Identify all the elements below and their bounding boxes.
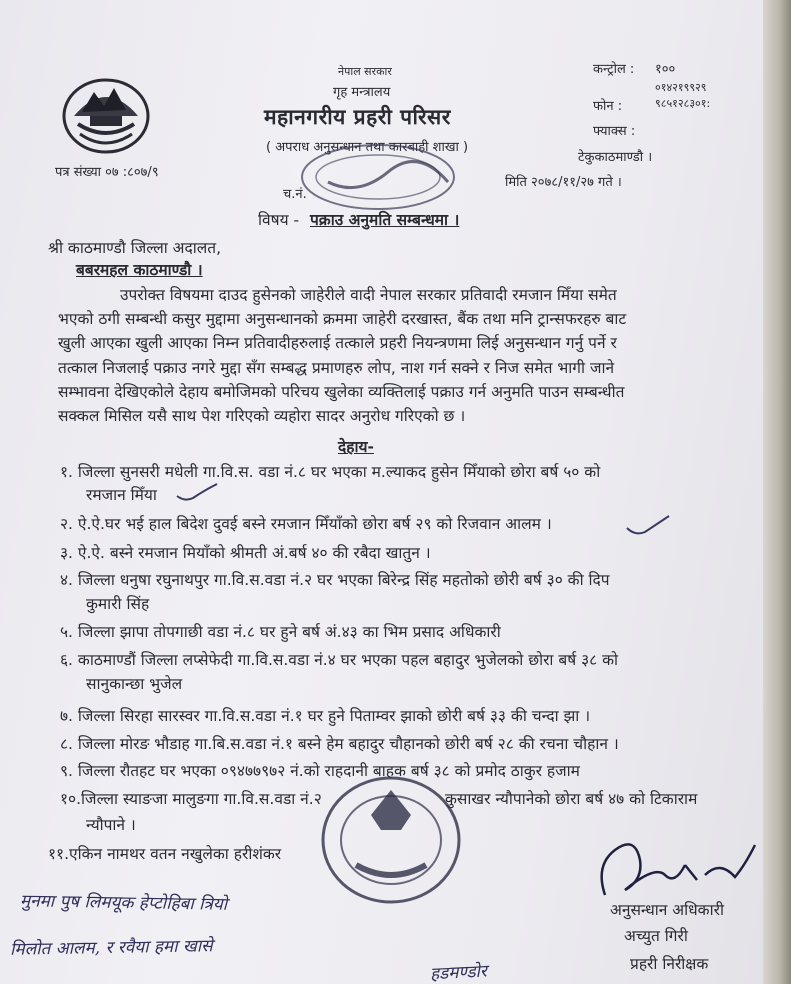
list-item: ५. जिल्ला झापा तोपगाछी वडा नं.८ घर हुने बर्ष अं.४३ का भिम प्रसाद अधिकारी: [60, 623, 501, 641]
page-edge-shadow: [763, 0, 791, 984]
handwritten-note: मिलोत आलम, र रवैया हमा खासे: [9, 936, 213, 960]
check-mark-icon: [625, 514, 670, 536]
body-line: उपरोक्त विषयमा दाउद हुसेनको जाहेरीले वादी नेपाल सरकार प्रतिवादी रमजान मिँया समेत: [120, 286, 617, 304]
list-item: १०.जिल्ला स्याङजा मालुङगा गा.वि.स.वडा नं.२: [60, 790, 322, 808]
list-item-continuation: सानुकान्छा भुजेल: [86, 675, 183, 693]
nepal-government-emblem: [60, 72, 152, 156]
list-item-continuation: रमजान मिँया: [86, 486, 157, 504]
branch-name: ( अपराध अनुसन्धान तथा कारबाही शाखा ): [266, 140, 469, 155]
list-item: ९. जिल्ला रौतहट घर भएका ०९४७७९७२ नं.को राहदानी बाहक बर्ष ३८ को प्रमोद ठाकुर हजाम: [60, 762, 580, 780]
list-item-continuation: न्यौपाने ।: [86, 816, 136, 834]
addressee-line-1: श्री काठमाण्डौ जिल्ला अदालत,: [48, 239, 222, 257]
body-line: सम्भावना देखिएकोले देहाय बमोजिमको परिचय खुलेका व्यक्तिलाई पक्राउ गर्न अनुमति पाउन सम्बन्धीत: [58, 383, 625, 401]
signatory-name: अच्युत गिरी: [624, 927, 688, 945]
phone-number-1: ०१४२१९९२९: [655, 81, 707, 94]
list-item: ४. जिल्ला धनुषा रघुनाथपुर गा.वि.स.वडा नं.२ घर भएका बिरेन्द्र सिंह महतोको छोरी बर्ष ३० की दिप: [60, 571, 610, 589]
signatory-title: अनुसन्धान अधिकारी: [610, 901, 724, 919]
list-heading: देहाय-: [338, 438, 374, 456]
list-item: १. जिल्ला सुनसरी मधेली गा.वि.स. वडा नं.८ घर भएका म.ल्याकद हुसेन मिँयाको छोरा बर्ष ५० को: [60, 463, 601, 481]
body-line: तत्काल निजलाई पक्राउ नगरे मुद्दा सँग सम्बद्ध प्रमाणहरु लोप, नाश गर्न सक्ने र निज समेत भागी जाने: [58, 359, 615, 377]
list-item: २. ऐ.ऐ.घर भई हाल बिदेश दुवई बस्ने रमजान मिँयाँको छोरा बर्ष २९ को रिजवान आलम ।: [60, 515, 552, 533]
ministry-name: गृह मन्त्रालय: [333, 85, 391, 100]
subject-label: विषय -: [258, 211, 300, 229]
list-item: ६. काठमाण्डौं जिल्ला लप्सेफेदी गा.वि.स.वडा नं.४ घर भएका पहल बहादुर भुजेलको छोरा बर्ष ३८ को: [60, 651, 619, 669]
court-stamp: [316, 770, 466, 910]
office-name: महानगरीय प्रहरी परिसर: [264, 105, 451, 129]
phone-number-2: ९८५१२८३०१:: [655, 97, 711, 110]
dispatch-label: च.नं.: [283, 187, 307, 202]
list-item: ७. जिल्ला सिरहा सारस्वर गा.वि.स.वडा नं.१ घर हुने पिताम्वर झाको छोरी बर्ष ३३ की चन्दा झा ।: [60, 707, 591, 725]
location-text: टेकुकाठमाण्डौ ।: [578, 150, 653, 165]
govt-name: नेपाल सरकार: [338, 65, 392, 78]
control-value: १००: [655, 62, 676, 77]
check-mark-icon: [175, 482, 220, 502]
letter-date: मिति २०७८/११/२७ गते ।: [505, 175, 622, 190]
office-stamp: [298, 142, 458, 212]
list-item: ८. जिल्ला मोरङ भौडाह गा.बि.स.वडा नं.१ बस्ने हेम बहादुर चौहानको छोरी बर्ष २८ की रचना चौहान ।: [60, 735, 619, 753]
list-item: ३. ऐ.ऐ. बस्ने रमजान मियाँको श्रीमती अं.बर्ष ४० की रबैदा खातुन ।: [60, 544, 431, 562]
body-line: भएको ठगी सम्बन्धी कसुर मुद्दामा अनुसन्धानको क्रममा जाहेरी दरखास्त, बैंक तथा मनि ट्रान्सफरहरु बाट: [58, 310, 627, 328]
signatory-rank: प्रहरी निरीक्षक: [630, 955, 709, 973]
addressee-line-2: बबरमहल काठमाण्डौ ।: [76, 261, 203, 279]
body-line: सक्कल मिसिल यसै साथ पेश गरिएको व्यहोरा सादर अनुरोध गरिएको छ ।: [58, 407, 466, 425]
subject-text: पक्राउ अनुमति सम्बन्धमा ।: [310, 211, 460, 229]
phone-label: फोन :: [593, 99, 623, 114]
handwritten-note: हडमण्डोर: [429, 961, 488, 984]
handwritten-note: मुनमा पुष लिमयूक हेप्टोहिबा त्रियो: [19, 891, 228, 915]
fax-label: फ्याक्स :: [593, 124, 636, 139]
body-line: खुली आएका खुली आएका निम्न प्रतिवादीहरुलाई तत्काले प्रहरी नियन्त्रणमा लिई अनुसन्धान गर्नु पर्ने र: [58, 334, 617, 352]
control-label: कन्ट्रोल :: [593, 62, 635, 77]
list-item-continuation: कुमारी सिंह: [86, 595, 150, 613]
list-item-continuation: कुसाखर न्यौपानेको छोरा बर्ष ४७ को टिकाराम: [445, 790, 698, 808]
list-item: ११.एकिन नामथर वतन नखुलेका हरीशंकर: [48, 845, 282, 863]
reference-number: पत्र संख्या ०७ :८०७/९: [55, 165, 159, 180]
